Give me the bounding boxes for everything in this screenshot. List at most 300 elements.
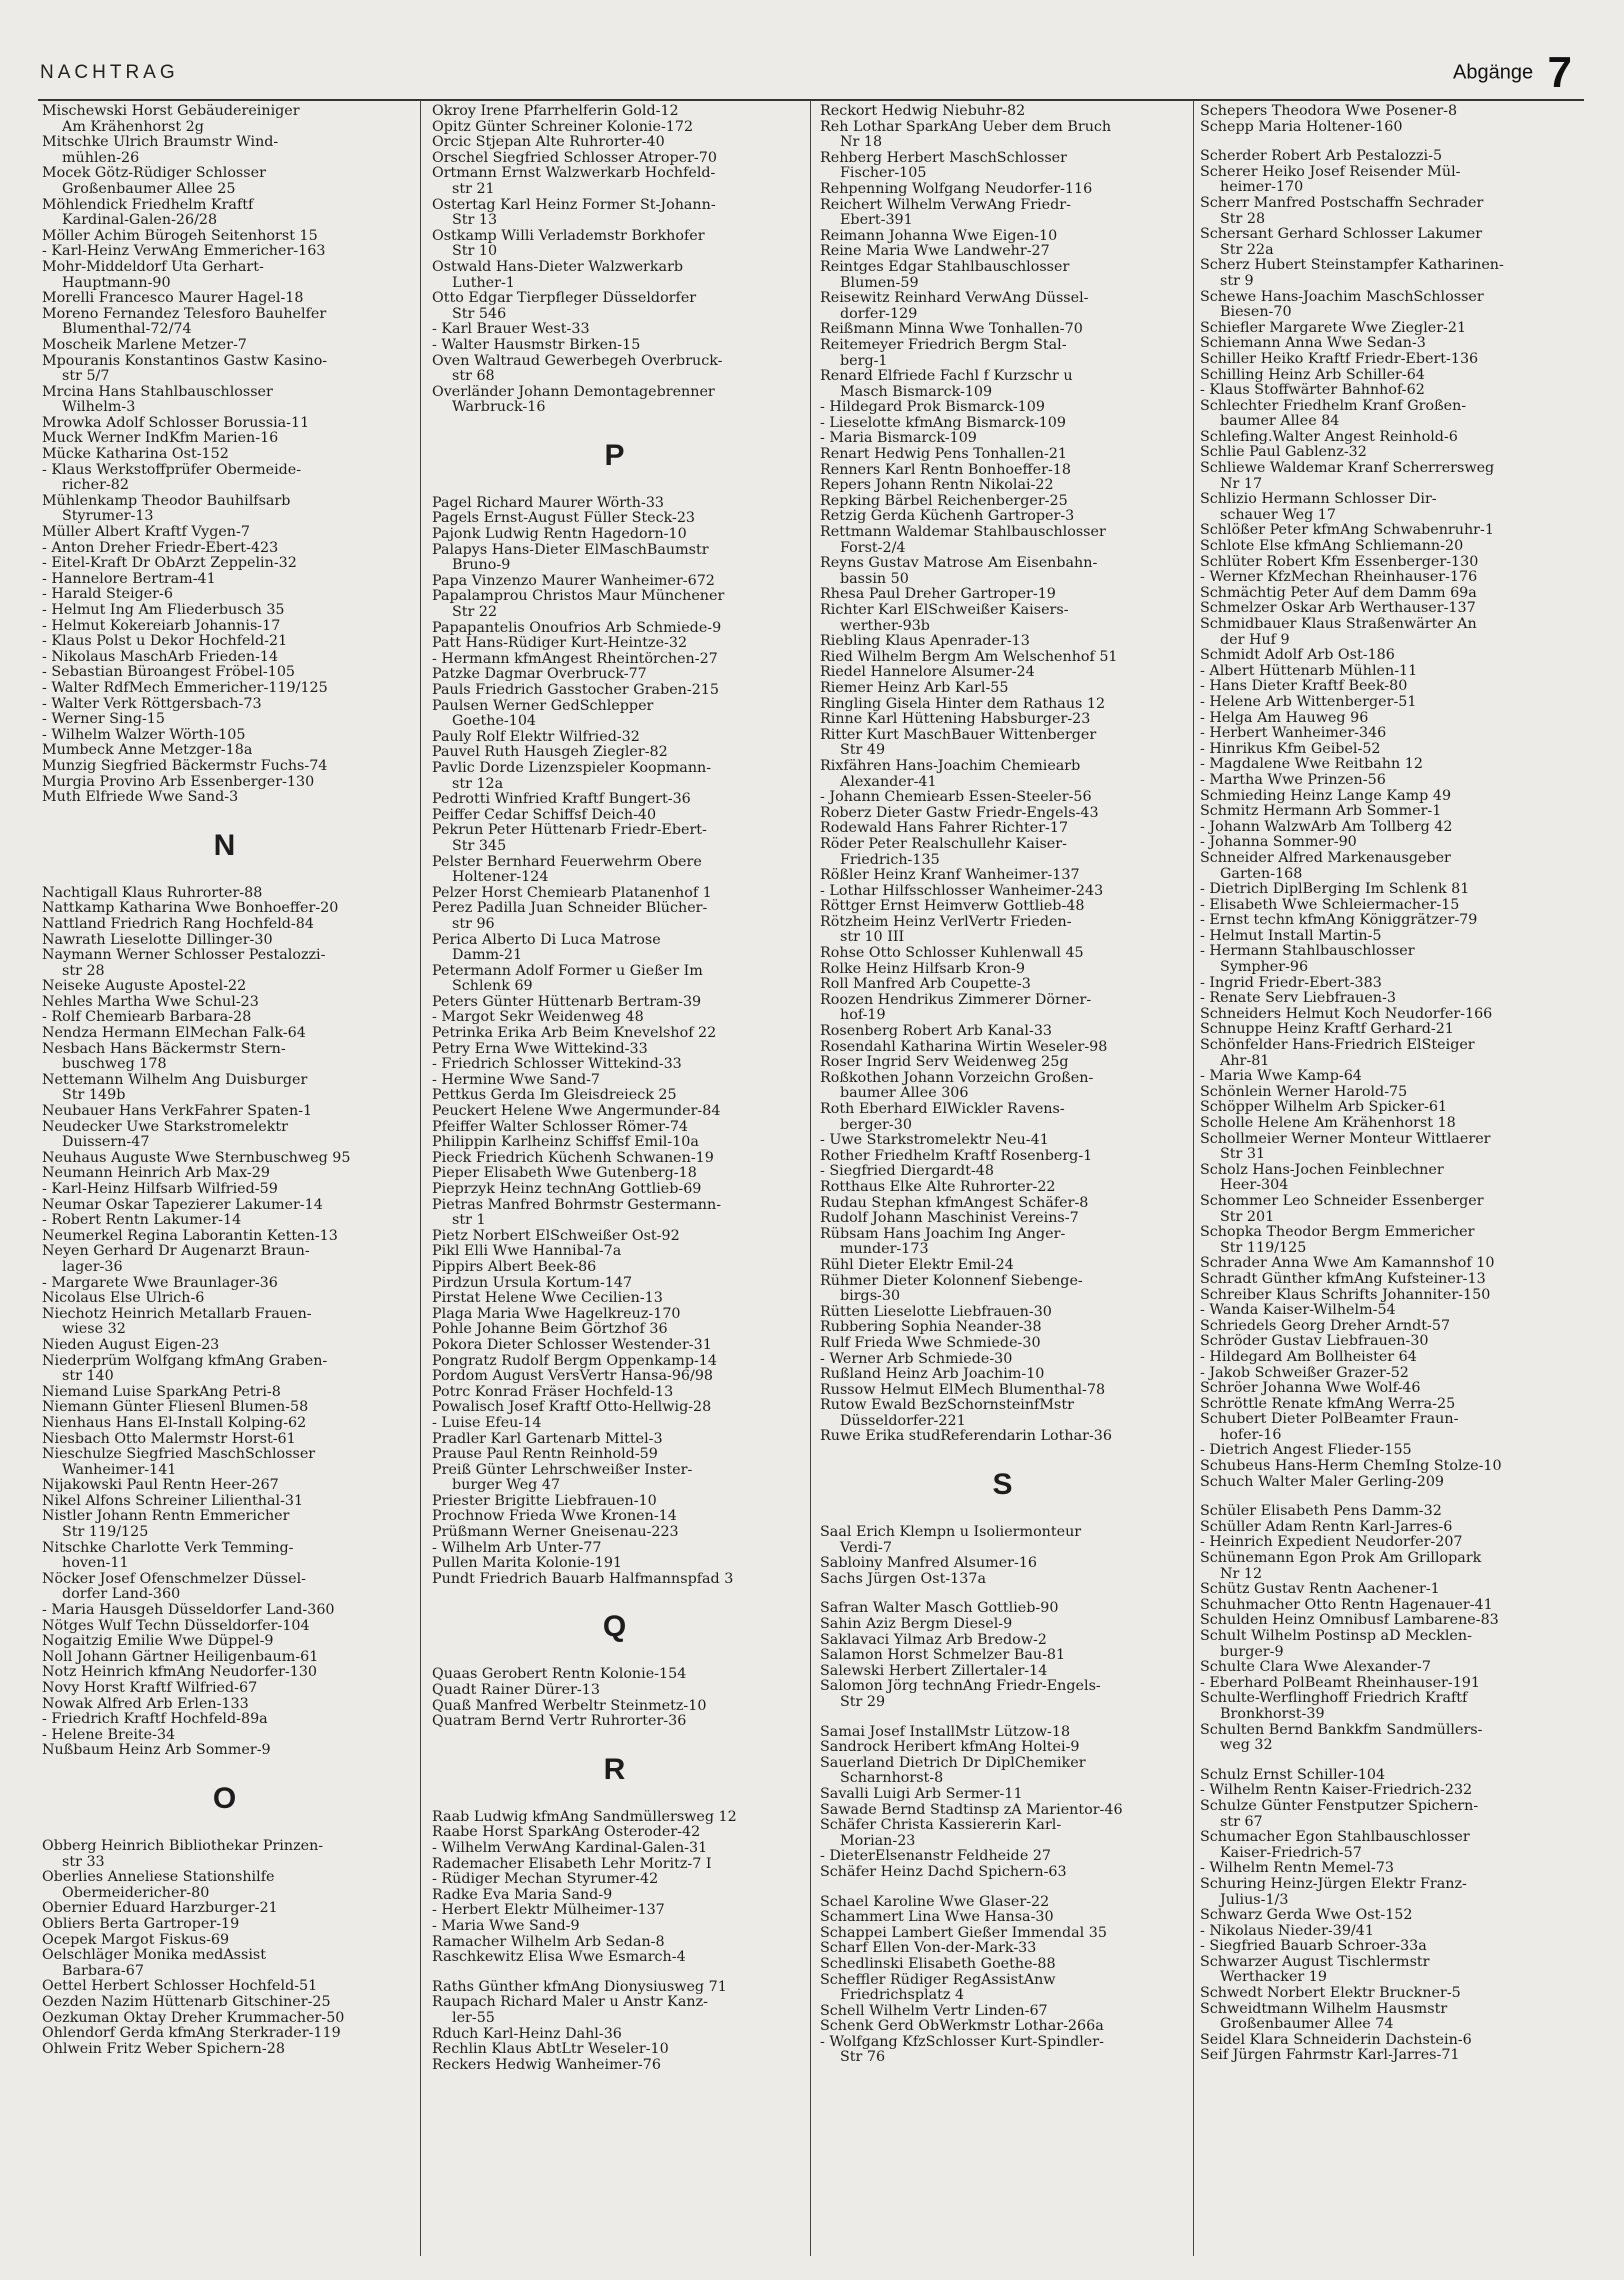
directory-entry: - Werner Sing-15 [42,712,165,728]
entry-continuation: Nr 17 [1220,476,1263,492]
directory-entry: - Wilhelm VerwAng Kardinal-Galen-31 [432,1841,708,1856]
directory-entry: Pordom August VersVertr Hansa-96/98 [432,1369,714,1385]
entry-continuation: str 140 [62,1369,114,1385]
directory-entry: Richter Karl ElSchweißer Kaisers- [820,603,1069,618]
directory-entry: - Luise Efeu-14 [432,1415,542,1431]
directory-entry: - Sebastian Büroangest Fröbel-105 [42,665,296,681]
letter-heading: O [212,1781,237,1815]
entry-continuation: dorfer-129 [840,306,918,322]
directory-entry: Schünemann Egon Prok Am Grillopark [1200,1551,1482,1567]
directory-entry: Rütten Lieselotte Liebfrauen-30 [820,1304,1052,1320]
directory-entry: Nieschulze Siegfried MaschSchlosser [42,1447,316,1463]
directory-entry: - Nikolaus MaschArb Frieden-14 [42,649,279,665]
entry-continuation: Str 29 [840,1695,886,1710]
directory-entry: Niesbach Otto Malermstr Horst-61 [42,1431,296,1447]
directory-entry: Ramacher Wilhelm Arb Sedan-8 [432,1934,665,1950]
directory-entry: - Maria Hausgeh Düsseldorfer Land-360 [42,1603,335,1619]
directory-entry: Schmächtig Peter Auf dem Damm 69a [1200,585,1477,601]
directory-entry: Pekrun Peter Hüttenarb Friedr-Ebert- [432,823,707,839]
directory-entry: Schlote Else kfmAng Schliemann-20 [1200,539,1464,555]
directory-entry: - Albert Hüttenarb Mühlen-11 [1200,663,1418,679]
directory-entry: - Friedrich Schlosser Wittekind-33 [432,1057,682,1073]
entry-continuation: str 10 III [840,930,905,946]
directory-entry: - Helmut Kokereiarb Johannis-17 [42,618,281,634]
directory-entry: Salomon Jörg technAng Friedr-Engels- [820,1679,1101,1695]
directory-entry: Pauls Friedrich Gasstocher Graben-215 [432,683,720,698]
directory-entry: - Hildegard Am Bollheister 64 [1200,1349,1417,1365]
directory-entry: Quadt Rainer Dürer-13 [432,1683,600,1699]
directory-entry: Ostertag Karl Heinz Former St-Johann- [432,197,716,213]
directory-entry: - Klaus Polst u Dekor Hochfeld-21 [42,634,288,650]
directory-entry: Pauvel Ruth Hausgeh Ziegler-82 [432,745,668,761]
directory-entry: Pieck Friedrich Küchenh Schwanen-19 [432,1150,714,1166]
directory-entry: Rudolf Johann Maschinist Vereins-7 [820,1211,1079,1227]
directory-entry: Schuring Heinz-Jürgen Elektr Franz- [1200,1876,1467,1892]
entry-continuation: Kaiser-Friedrich-57 [1220,1845,1362,1861]
column-3 [820,104,1185,2260]
entry-continuation: buschweg 178 [62,1057,167,1073]
directory-entry: Schönlein Werner Harold-75 [1200,1084,1408,1100]
directory-entry: Schneider Alfred Markenausgeber [1200,850,1451,866]
directory-entry: Schersant Gerhard Schlosser Lakumer [1200,227,1483,243]
directory-entry: Rohse Otto Schlosser Kuhlenwall 45 [820,946,1084,962]
directory-entry: - Ernst techn kfmAng Königgrätzer-79 [1200,913,1478,929]
directory-entry: Schmieding Heinz Lange Kamp 49 [1200,788,1452,804]
entry-continuation: mühlen-26 [62,150,140,166]
entry-gap [1200,1490,1565,1504]
directory-entry: - Helene Arb Wittenberger-51 [1200,694,1417,710]
directory-entry: Schlefing.Walter Angest Reinhold-6 [1200,429,1458,445]
directory-entry: Oelschläger Monika medAssist [42,1948,266,1964]
entry-continuation: Nr 12 [1220,1566,1263,1582]
entry-continuation: Am Krähenhorst 2g [62,119,204,135]
entry-continuation: Bruno-9 [452,558,511,574]
directory-entry: Overländer Johann Demontagebrenner [432,384,715,400]
directory-entry: Pieprzyk Heinz technAng Gottlieb-69 [432,1182,702,1197]
directory-entry: Schappei Lambert Gießer Immendal 35 [820,1925,1107,1941]
directory-entry: Riemer Heinz Arb Karl-55 [820,680,1009,696]
directory-entry: Nötges Wulf Techn Düsseldorfer-104 [42,1618,310,1634]
entry-continuation: Ahr-81 [1220,1053,1270,1069]
directory-entry: Neuhaus Auguste Wwe Sternbuschweg 95 [42,1150,351,1166]
entry-continuation: Goethe-104 [452,714,537,730]
directory-entry: Nendza Hermann ElMechan Falk-64 [42,1026,306,1042]
directory-entry: Schubert Dieter PolBeamter Fraun- [1200,1412,1459,1428]
entry-continuation: dorfer Land-360 [62,1587,181,1603]
directory-entry: Palapys Hans-Dieter ElMaschBaumstr [432,542,709,558]
directory-entry: - Wilhelm Rentn Kaiser-Friedrich-232 [1200,1783,1473,1799]
entry-gap [1200,1754,1565,1768]
directory-entry: Schüller Adam Rentn Karl-Jarres-6 [1200,1519,1453,1535]
directory-entry: Sauerland Dietrich Dr DiplChemiker [820,1755,1086,1771]
directory-entry: Neumann Heinrich Arb Max-29 [42,1166,270,1182]
directory-entry: Schammert Lina Wwe Hansa-30 [820,1910,1054,1926]
directory-entry: Nitschke Charlotte Verk Temming- [42,1540,294,1556]
directory-entry: Nettemann Wilhelm Ang Duisburger [42,1072,308,1088]
directory-entry: Rehberg Herbert MaschSchlosser [820,150,1067,166]
directory-entry: Schlizio Hermann Schlosser Dir- [1200,492,1437,508]
directory-entry: Sawade Bernd Stadtinsp zA Marientor-46 [820,1802,1123,1818]
directory-entry: Nicolaus Else Ulrich-6 [42,1291,205,1307]
entry-continuation: burger Weg 47 [452,1478,561,1494]
directory-entry: Schepers Theodora Wwe Posener-8 [1200,104,1458,119]
directory-entry: Nawrath Lieselotte Dillinger-30 [42,932,273,948]
entry-continuation: Str 22 [452,605,498,621]
directory-entry: Nowak Alfred Arb Erlen-133 [42,1696,249,1712]
directory-entry: Papalamprou Christos Maur Münchener [432,589,725,605]
directory-entry: Reisewitz Reinhard VerwAng Düssel- [820,291,1089,307]
directory-entry: - Hans Dieter Kraftf Beek-80 [1200,679,1408,695]
directory-entry: - Herbert Wanheimer-346 [1200,726,1387,742]
entry-continuation: berg-1 [840,353,888,369]
directory-entry: Nikel Alfons Schreiner Lilienthal-31 [42,1493,304,1509]
directory-entry: Schuhmacher Otto Rentn Hagenauer-41 [1200,1597,1493,1613]
directory-entry: - Harald Steiger-6 [42,587,173,603]
directory-entry: Oettel Herbert Schlosser Hochfeld-51 [42,1979,318,1995]
directory-entry: - Dietrich DiplBerging Im Schlenk 81 [1200,882,1470,898]
directory-entry: Ostwald Hans-Dieter Walzwerkarb [432,259,684,275]
directory-entry: - Helmut Ing Am Fliederbusch 35 [42,603,285,618]
directory-entry: Priester Brigitte Liebfrauen-10 [432,1493,657,1509]
directory-entry: - Rüdiger Mechan Styrumer-42 [432,1872,659,1888]
directory-entry: Mumbeck Anne Metzger-18a [42,743,253,759]
entry-continuation: Heer-304 [1220,1178,1289,1194]
directory-entry: Perica Alberto Di Luca Matrose [432,932,661,948]
entry-continuation: Blumen-59 [840,275,919,291]
directory-entry: Pietras Manfred Bohrmstr Gestermann- [432,1197,722,1213]
entry-continuation: lager-36 [62,1259,123,1275]
directory-entry: Schröder Gustav Liebfrauen-30 [1200,1334,1429,1350]
directory-entry: Nogaitzig Emilie Wwe Düppel-9 [42,1634,274,1650]
directory-entry: Reimann Johanna Wwe Eigen-10 [820,228,1058,244]
directory-entry: - Ingrid Friedr-Ebert-383 [1200,975,1382,991]
directory-entry: Nußbaum Heinz Arb Sommer-9 [42,1743,271,1759]
letter-heading: Q [602,1610,627,1644]
directory-entry: - Hinrikus Kfm Geibel-52 [1200,741,1381,757]
directory-entry: Schumacher Egon Stahlbauschlosser [1200,1830,1470,1846]
letter-heading: N [213,828,236,862]
directory-entry: Preiß Günter Lehrschweißer Inster- [432,1462,693,1478]
column-1 [42,104,407,2260]
directory-entry: Repers Johann Rentn Nikolai-22 [820,478,1054,494]
directory-entry: Schäfer Heinz Dachd Spichern-63 [820,1864,1067,1880]
directory-entry: Roberz Dieter Gastw Friedr-Engels-43 [820,805,1099,821]
directory-entry: Novy Horst Kraftf Wilfried-67 [42,1681,258,1696]
entry-continuation: Str 49 [840,743,886,759]
entry-continuation: werther-93b [840,618,930,634]
section-title: NACHTRAG [40,62,179,83]
directory-entry: Raab Ludwig kfmAng Sandmüllersweg 12 [432,1809,737,1825]
directory-entry: Rosendahl Katharina Wirtin Weseler-98 [820,1039,1108,1055]
entry-continuation: Kardinal-Galen-26/28 [62,213,218,229]
directory-entry: Mücke Katharina Ost-152 [42,447,229,463]
directory-entry: Potrc Konrad Fräser Hochfeld-13 [432,1384,674,1400]
directory-entry: Saklavaci Yilmaz Arb Bredow-2 [820,1632,1047,1648]
directory-entry: Neiseke Auguste Apostel-22 [42,979,247,995]
column-divider [420,100,421,2256]
directory-entry: - Lieselotte kfmAng Bismarck-109 [820,415,1066,431]
entry-continuation: Ebert-391 [840,213,913,229]
entry-continuation: Str 149b [62,1088,126,1104]
directory-entry: Rotthaus Elke Alte Ruhrorter-22 [820,1179,1056,1195]
directory-entry: Schlechter Friedhelm Kranf Großen- [1200,398,1467,414]
directory-entry: Moreno Fernandez Telesforo Bauhelfer [42,306,327,322]
entry-continuation: Werthacker 19 [1220,1970,1328,1986]
entry-continuation: Biesen-70 [1220,305,1292,321]
entry-continuation: Scharnhorst-8 [840,1771,944,1787]
directory-entry: Rehpenning Wolfgang Neudorfer-116 [820,181,1093,197]
directory-entry: Schwarzer August Tischlermstr [1200,1954,1430,1970]
entry-continuation: hof-19 [840,1008,886,1024]
directory-entry: Petermann Adolf Former u Gießer Im [432,963,703,979]
directory-entry: Schlie Paul Gablenz-32 [1200,445,1367,461]
directory-entry: - Hermann Stahlbauschlosser [1200,944,1415,960]
directory-entry: Obernier Eduard Harzburger-21 [42,1901,278,1917]
directory-entry: Roser Ingrid Serv Weidenweg 25g [820,1055,1069,1071]
directory-entry: - Renate Serv Liebfrauen-3 [1200,991,1396,1007]
directory-entry: Schliewe Waldemar Kranf Scherrersweg [1200,461,1495,477]
directory-entry: Scherer Heiko Josef Reisender Mül- [1200,164,1461,180]
directory-entry: - Werner Arb Schmiede-30 [820,1351,1013,1367]
directory-entry: Schopka Theodor Bergm Emmericher [1200,1225,1475,1241]
directory-entry: Prochnow Frieda Wwe Kronen-14 [432,1509,677,1525]
directory-entry: Schlößer Peter kfmAng Schwabenruhr-1 [1200,523,1494,539]
entry-continuation: Duissern-47 [62,1135,150,1151]
directory-entry: Paulsen Werner GedSchlepper [432,698,654,714]
entry-continuation: berger-30 [840,1117,912,1133]
entry-continuation: str 5/7 [62,369,110,385]
directory-entry: Mocek Götz-Rüdiger Schlosser [42,166,266,182]
directory-entry: Seidel Klara Schneiderin Dachstein-6 [1200,2032,1472,2048]
entry-continuation: Hauptmann-90 [62,275,171,291]
directory-entry: Mrowka Adolf Schlosser Borussia-11 [42,415,310,431]
directory-entry: Rettmann Waldemar Stahlbauschlosser [820,525,1106,541]
directory-entry: Schulze Günter Fenstputzer Spichern- [1200,1798,1479,1814]
directory-entry: - Helga Am Hauweg 96 [1200,710,1369,726]
directory-entry: - Herbert Elektr Mülheimer-137 [432,1903,665,1919]
directory-entry: Noll Johann Gärtner Heiligenbaum-61 [42,1649,319,1665]
directory-entry: Ried Wilhelm Bergm Am Welschenhof 51 [820,649,1118,665]
directory-entry: Nattland Friedrich Rang Hochfeld-84 [42,916,314,932]
directory-entry: Neumerkel Regina Laborantin Ketten-13 [42,1228,338,1244]
directory-entry: - Karl Brauer West-33 [432,322,590,338]
entry-continuation: Morian-23 [840,1833,916,1849]
directory-entry: Reißmann Minna Wwe Tonhallen-70 [820,322,1083,338]
entry-continuation: Großenbaumer Allee 25 [62,181,236,197]
directory-entry: Roll Manfred Arb Coupette-3 [820,977,1031,993]
entry-continuation: Str 28 [1220,211,1266,227]
directory-entry: - Dietrich Angest Flieder-155 [1200,1443,1412,1459]
directory-entry: Mohr-Middeldorf Uta Gerhart- [42,259,264,275]
directory-entry: - Maria Bismarck-109 [820,431,977,447]
directory-entry: - Walter Hausmstr Birken-15 [432,337,641,353]
directory-entry: Schweidtmann Wilhelm Hausmstr [1200,2001,1448,2017]
directory-entry: Pagel Richard Maurer Wörth-33 [432,495,665,511]
directory-entry: Pirdzun Ursula Kortum-147 [432,1275,633,1291]
entry-gap [432,1966,797,1980]
directory-entry: Morelli Francesco Maurer Hagel-18 [42,291,304,307]
entry-continuation: str 28 [62,963,105,979]
entry-continuation: Sympher-96 [1220,960,1309,976]
directory-entry: Rolke Heinz Hilfsarb Kron-9 [820,961,1025,977]
directory-entry: Pauly Rolf Elektr Wilfried-32 [432,729,640,745]
directory-entry: - Elisabeth Wwe Schleiermacher-15 [1200,897,1460,913]
entry-continuation: Nr 18 [840,135,883,151]
directory-entry: Schriedels Georg Dreher Arndt-57 [1200,1318,1451,1334]
directory-entry: Nistler Johann Rentn Emmericher [42,1509,290,1525]
entry-continuation: Str 13 [452,213,498,229]
entry-continuation: wiese 32 [62,1322,126,1338]
directory-entry: Schwarz Gerda Wwe Ost-152 [1200,1908,1413,1924]
directory-entry: Rosenberg Robert Arb Kanal-33 [820,1024,1053,1040]
directory-entry: - Rolf Chemiearb Barbara-28 [42,1010,252,1026]
entry-continuation: str 33 [62,1854,105,1870]
directory-entry: Powalisch Josef Kraftf Otto-Hellwig-28 [432,1400,712,1416]
directory-entry: - Eitel-Kraft Dr ObArzt Zeppelin-32 [42,556,297,572]
directory-entry: Roßkothen Johann Vorzeichn Großen- [820,1070,1094,1086]
directory-entry: Schommer Leo Schneider Essenberger [1200,1193,1484,1209]
directory-entry: Samai Josef InstallMstr Lützow-18 [820,1724,1071,1740]
entry-gap [820,1587,1185,1601]
entry-continuation: Julius-1/3 [1220,1892,1289,1908]
directory-entry: Opitz Günter Schreiner Kolonie-172 [432,119,694,135]
directory-entry: Sabloiny Manfred Alsumer-16 [820,1556,1038,1572]
entry-continuation: Warbruck-16 [452,400,546,416]
directory-entry: - Hermann kfmAngest Rheintörchen-27 [432,651,718,667]
directory-entry: Scharf Ellen Von-der-Mark-33 [820,1941,1037,1957]
directory-entry: Schiller Heiko Kraftf Friedr-Ebert-136 [1200,351,1479,367]
entry-continuation: Str 119/125 [62,1525,149,1541]
entry-continuation: hofer-16 [1220,1427,1282,1443]
directory-entry: Schulte Clara Wwe Alexander-7 [1200,1660,1431,1676]
directory-entry: Plaga Maria Wwe Hagelkreuz-170 [432,1306,681,1322]
directory-entry: Moscheik Marlene Metzer-7 [42,337,247,353]
directory-entry: - Siegfried Bauarb Schroer-33a [1200,1939,1427,1955]
directory-entry: - Walter RdfMech Emmericher-119/125 [42,680,328,696]
directory-entry: Schilling Heinz Arb Schiller-64 [1200,367,1425,383]
directory-entry: Schlüter Robert Kfm Essenberger-130 [1200,554,1479,570]
directory-entry: Saal Erich Klempn u Isoliermonteur [820,1525,1082,1541]
directory-entry: Schulten Bernd Bankkfm Sandmüllers- [1200,1722,1483,1738]
entry-continuation: str 21 [452,181,495,197]
directory-entry: Pfeiffer Walter Schlosser Römer-74 [432,1119,689,1135]
directory-entry: Niemand Luise SparkAng Petri-8 [42,1384,281,1400]
directory-entry: Sahin Aziz Bergm Diesel-9 [820,1617,1013,1633]
directory-entry: Rulf Frieda Wwe Schmiede-30 [820,1335,1041,1351]
directory-entry: Raschkewitz Elisa Wwe Esmarch-4 [432,1950,686,1966]
directory-entry: Petry Erna Wwe Wittekind-33 [432,1041,648,1057]
directory-entry: Pokora Dieter Schlosser Westender-31 [432,1337,712,1353]
directory-entry: Niederprüm Wolfgang kfmAng Graben- [42,1353,328,1369]
directory-entry: Reintges Edgar Stahlbauschlosser [820,259,1070,275]
directory-entry: - Uwe Starkstromelektr Neu-41 [820,1133,1049,1149]
directory-entry: - Klaus Stoffwärter Bahnhof-62 [1200,383,1425,399]
directory-entry: - Margot Sekr Weidenweg 48 [432,1010,644,1026]
entry-continuation: bassin 50 [840,571,909,587]
page-header [1453,48,1572,98]
directory-entry: - Wilhelm Walzer Wörth-105 [42,727,246,743]
directory-entry: - Helene Breite-34 [42,1727,176,1743]
directory-entry: Muck Werner IndKfm Marien-16 [42,431,279,447]
directory-entry: Rother Friedhelm Kraftf Rosenberg-1 [820,1148,1093,1164]
entry-continuation: Fischer-105 [840,166,927,182]
entry-gap [1200,135,1565,149]
directory-entry: Rühl Dieter Elektr Emil-24 [820,1257,1014,1273]
directory-entry: Neubauer Hans VerkFahrer Spaten-1 [42,1104,313,1120]
directory-entry: Radke Eva Maria Sand-9 [432,1887,613,1903]
directory-entry: Riedel Hannelore Alsumer-24 [820,665,1035,681]
directory-entry: Pettkus Gerda Im Gleisdreieck 25 [432,1088,677,1104]
directory-entry: Rademacher Elisabeth Lehr Moritz-7 I [432,1856,712,1872]
entry-continuation: Str 76 [840,2050,886,2066]
directory-entry: Raths Günther kfmAng Dionysiusweg 71 [432,1979,727,1995]
directory-entry: Pedrotti Winfried Kraftf Bungert-36 [432,792,691,808]
directory-entry: Nieden August Eigen-23 [42,1337,220,1353]
directory-entry: Schulden Heinz Omnibusf Lambarene-83 [1200,1613,1499,1629]
directory-entry: Pelzer Horst Chemiearb Platanenhof 1 [432,885,712,901]
entry-continuation: burger-9 [1220,1644,1284,1660]
directory-entry: Renners Karl Rentn Bonhoeffer-18 [820,462,1071,478]
directory-entry: - Johanna Sommer-90 [1200,835,1357,851]
directory-entry: Schmidbauer Klaus Straßenwärter An [1200,617,1477,632]
directory-entry: Orschel Siegfried Schlosser Atroper-70 [432,150,717,166]
directory-entry: Roozen Hendrikus Zimmerer Dörner- [820,992,1092,1008]
directory-entry: Schneiders Helmut Koch Neudorfer-166 [1200,1006,1493,1022]
directory-entry: Rübsam Hans Joachim Ing Anger- [820,1226,1066,1242]
directory-entry: - Hannelore Bertram-41 [42,571,216,587]
directory-entry: Repking Bärbel Reichenberger-25 [820,493,1068,509]
directory-entry: - Lothar Hilfsschlosser Wanheimer-243 [820,883,1104,899]
directory-entry: Schönfelder Hans-Friedrich ElSteiger [1200,1038,1475,1054]
directory-entry: Ortmann Ernst Walzwerkarb Hochfeld- [432,166,716,182]
directory-entry: Renard Elfriede Fachl f Kurzschr u [820,369,1073,385]
directory-entry: Reckers Hedwig Wanheimer-76 [432,2057,661,2073]
entry-continuation: Wilhelm-3 [62,400,136,416]
directory-entry: Schäfer Christa Kassiererin Karl- [820,1818,1062,1834]
letter-heading: P [604,438,625,472]
header-rule [38,99,1584,101]
entry-continuation: ler-55 [452,2010,495,2026]
directory-entry: Pajonk Ludwig Rentn Hagedorn-10 [432,527,687,543]
section-label: Abgänge [1452,61,1534,84]
entry-continuation: str 68 [452,369,495,385]
directory-entry: Ocepek Margot Fiskus-69 [42,1932,230,1948]
entry-continuation: richer-82 [62,478,129,494]
directory-entry: Röder Peter Realschullehr Kaiser- [820,836,1067,852]
directory-entry: - Jakob Schweißer Grazer-52 [1200,1365,1409,1381]
entry-continuation: Str 201 [1220,1209,1275,1225]
directory-entry: Nöcker Josef Ofenschmelzer Düssel- [42,1571,307,1587]
directory-entry: Schepp Maria Holtener-160 [1200,119,1403,135]
entry-continuation: Holtener-124 [452,870,549,886]
directory-entry: Ruwe Erika studReferendarin Lothar-36 [820,1429,1112,1445]
directory-entry: Pelster Bernhard Feuerwehrm Obere [432,854,702,870]
directory-entry: - Wanda Kaiser-Wilhelm-54 [1200,1303,1396,1319]
directory-entry: Salewski Herbert Zillertaler-14 [820,1663,1048,1679]
directory-entry: Savalli Luigi Arb Sermer-11 [820,1786,1023,1802]
directory-entry: Oberlies Anneliese Stationshilfe [42,1870,275,1886]
entry-continuation: Str 546 [452,306,507,322]
directory-entry: - Wilhelm Rentn Memel-73 [1200,1861,1394,1877]
directory-entry: Prause Paul Rentn Reinhold-59 [432,1447,658,1463]
directory-entry: Scherz Hubert Steinstampfer Katharinen- [1200,258,1504,274]
directory-entry: Neudecker Uwe Starkstromelektr [42,1119,288,1135]
directory-entry: Möhlendick Friedhelm Kraftf [42,197,254,213]
entry-continuation: Masch Bismarck-109 [840,384,993,400]
entry-continuation: baumer Allee 84 [1220,414,1340,430]
directory-entry: Scherr Manfred Postschaffn Sechrader [1200,195,1484,211]
directory-entry: Muth Elfriede Wwe Sand-3 [42,790,239,806]
